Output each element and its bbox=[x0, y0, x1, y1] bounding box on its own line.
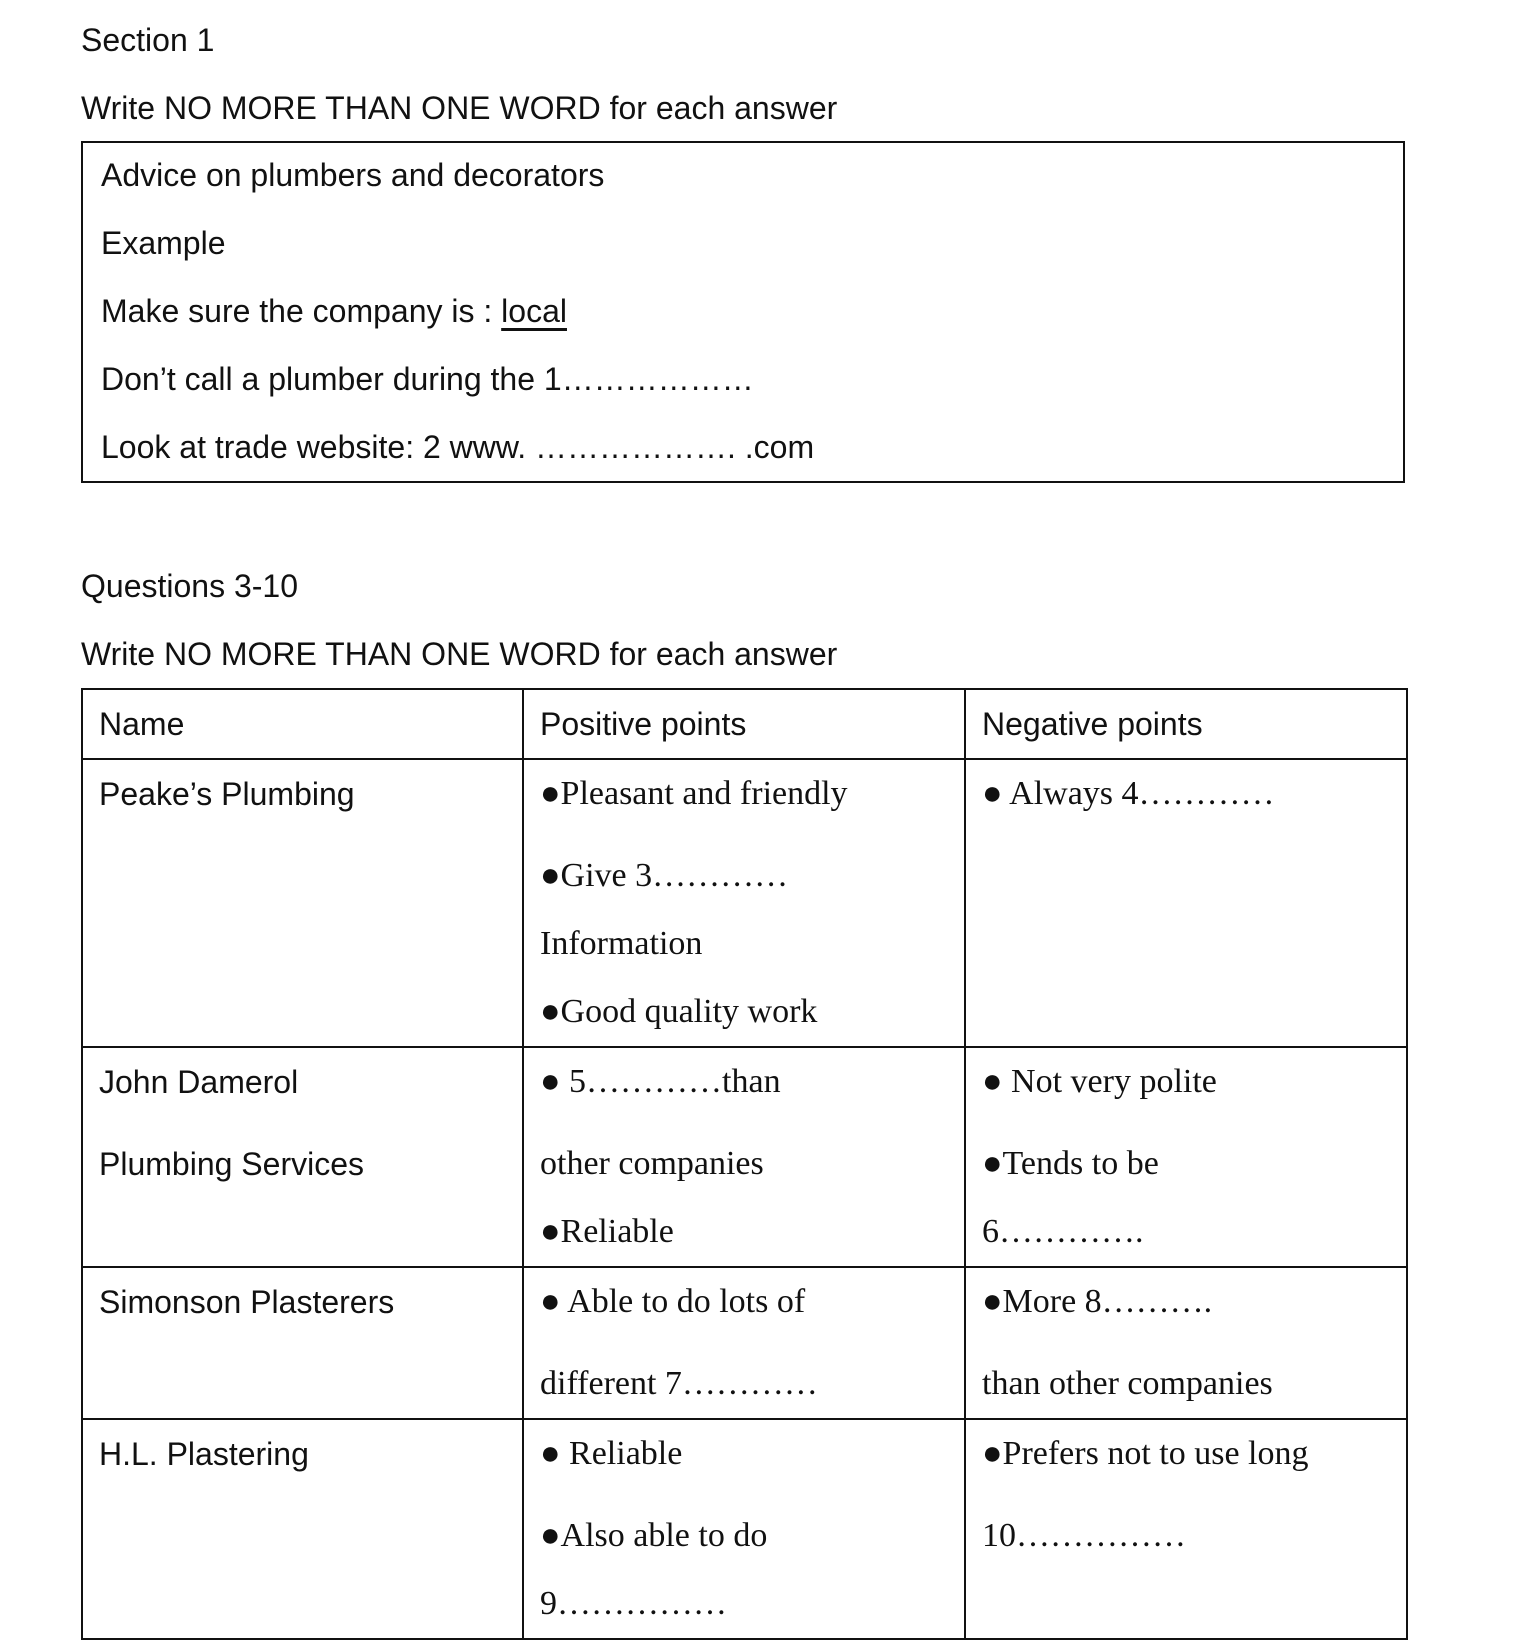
cell-negative: ●Prefers not to use long 10…………… bbox=[965, 1419, 1407, 1639]
cell-negative: ●More 8………. than other companies bbox=[965, 1267, 1407, 1419]
example-prefix: Make sure the company is : bbox=[101, 293, 502, 329]
table-row bbox=[82, 759, 1407, 1047]
cell-positive: ●Pleasant and friendly ●Give 3………… Information ●Good quality work bbox=[523, 759, 965, 1047]
cell-name: John Damerol Plumbing Services bbox=[82, 1047, 523, 1267]
header-negative: Negative points bbox=[965, 689, 1407, 759]
table-row bbox=[82, 1047, 1407, 1267]
instruction-text-2: Write NO MORE THAN ONE WORD for each answer bbox=[81, 636, 838, 672]
cell-name: H.L. Plastering bbox=[82, 1419, 523, 1639]
cell-positive: ● Reliable ●Also able to do 9…………… bbox=[523, 1419, 965, 1639]
header-positive: Positive points bbox=[523, 689, 965, 759]
question-1: Don’t call a plumber during the 1……………… bbox=[101, 361, 754, 397]
header-name: Name bbox=[82, 689, 523, 759]
advice-box bbox=[81, 141, 1405, 483]
table-header-row bbox=[82, 689, 1407, 759]
question-2: Look at trade website: 2 www. ………………. .com bbox=[101, 429, 815, 465]
instruction-text: Write NO MORE THAN ONE WORD for each answer bbox=[81, 90, 838, 126]
cell-name: Simonson Plasterers bbox=[82, 1267, 523, 1419]
example-answer: local bbox=[501, 293, 567, 329]
cell-negative: ● Not very polite ●Tends to be 6…………. bbox=[965, 1047, 1407, 1267]
example-label: Example bbox=[101, 225, 226, 261]
answer-table bbox=[81, 688, 1408, 1640]
cell-name: Peake’s Plumbing bbox=[82, 759, 523, 1047]
advice-title: Advice on plumbers and decorators bbox=[101, 157, 605, 193]
cell-positive: ● 5…………than other companies ●Reliable bbox=[523, 1047, 965, 1267]
table-row bbox=[82, 1267, 1407, 1419]
questions-heading: Questions 3-10 bbox=[81, 568, 299, 604]
cell-positive: ● Able to do lots of different 7………… bbox=[523, 1267, 965, 1419]
table-row bbox=[82, 1419, 1407, 1639]
cell-negative: ● Always 4………… bbox=[965, 759, 1407, 1047]
example-line bbox=[101, 291, 567, 331]
section-heading: Section 1 bbox=[81, 22, 215, 58]
